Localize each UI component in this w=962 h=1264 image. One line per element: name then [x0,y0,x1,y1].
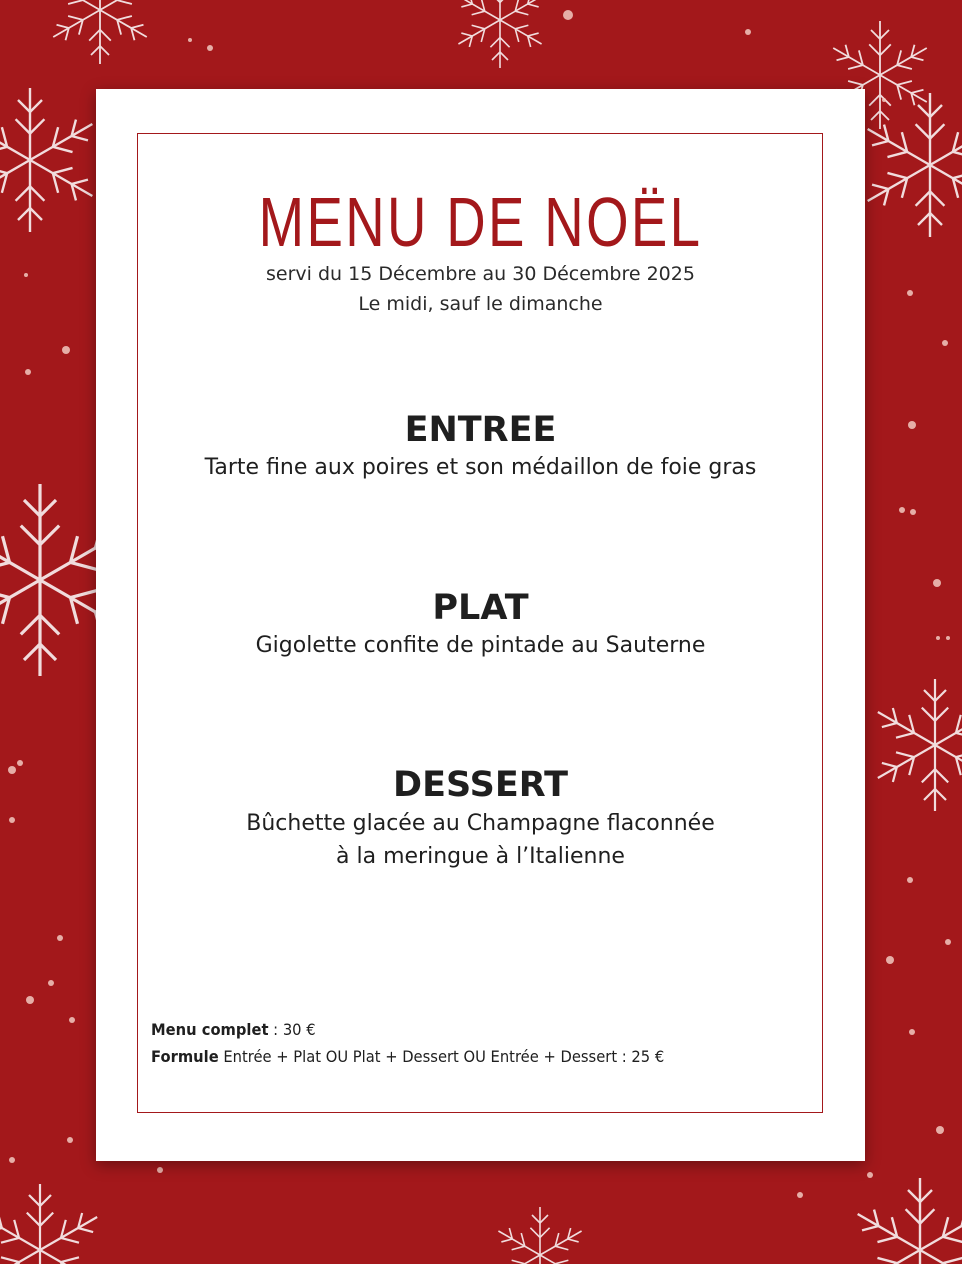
section-heading-dessert: DESSERT [393,765,568,805]
section-heading-entree: ENTREE [404,410,557,450]
snowflake-icon [494,1207,587,1264]
price-formule [151,1043,749,1070]
menu-card [96,89,865,1161]
section-text-plat: Gigolette confite de pintade au Sauterne [255,633,706,658]
page-title: MENU DE NOËL [258,183,703,261]
price-label: Menu complet [151,1020,269,1039]
service-dates: servi du 15 Décembre au 30 Décembre 2025 [266,263,695,285]
snowflake-icon [48,0,152,64]
snowflake-icon [850,1178,962,1264]
price-value: Entrée + Plat OU Plat + Dessert OU Entrée + Dessert : 25 € [218,1047,665,1066]
price-value: : 30 € [268,1020,316,1039]
price-label: Formule [151,1047,219,1066]
section-text-dessert-line1: Bûchette glacée au Champagne flaconnée [246,811,715,836]
snowflake-icon [871,679,962,811]
section-heading-plat: PLAT [432,588,529,628]
snowflake-icon [0,88,100,232]
snowflake-icon [454,0,547,68]
service-times: Le midi, sauf le dimanche [358,293,603,315]
section-text-entree: Tarte fine aux poires et son médaillon de foie gras [204,455,757,480]
price-menu-complet [151,1016,749,1043]
section-text-dessert-line2: à la meringue à l’Italienne [336,844,625,869]
snowflake-icon [0,1184,104,1264]
